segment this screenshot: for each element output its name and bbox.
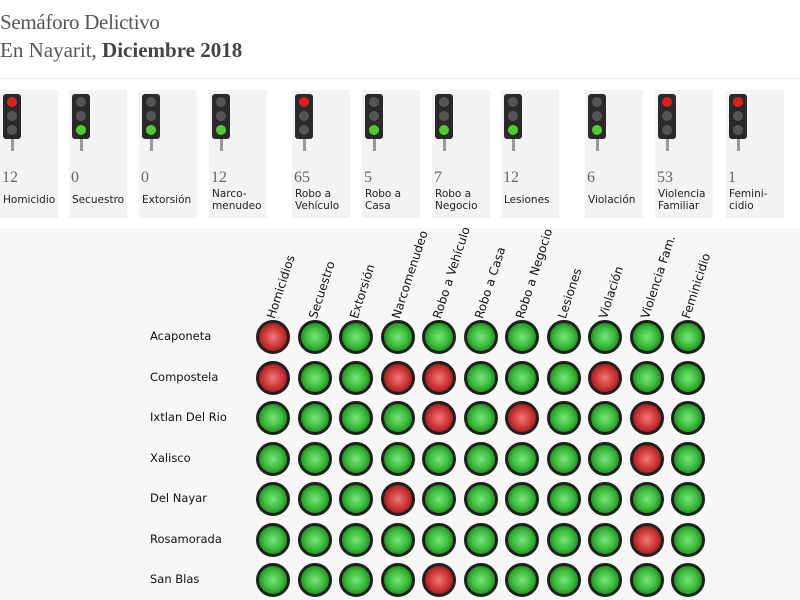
card-label: Femini- cidio	[729, 188, 768, 212]
column-header: Narcomenudeo	[388, 228, 431, 321]
green-status-light	[547, 482, 581, 516]
summary-card	[292, 90, 350, 218]
green-traffic-light-icon	[70, 93, 92, 151]
green-status-light	[505, 563, 539, 597]
green-status-light	[547, 442, 581, 476]
summary-card	[69, 90, 127, 218]
green-status-light	[547, 401, 581, 435]
green-status-light	[505, 320, 539, 354]
red-status-light	[630, 523, 664, 557]
green-status-light	[381, 523, 415, 557]
green-status-light	[256, 401, 290, 435]
green-traffic-light-icon	[210, 93, 232, 151]
summary-card	[362, 90, 420, 218]
card-count: 12	[211, 169, 227, 186]
card-label: Secuestro	[72, 194, 125, 206]
red-status-light	[588, 361, 622, 395]
card-count: 1	[728, 169, 736, 186]
green-status-light	[298, 320, 332, 354]
municipality-label: Compostela	[150, 369, 219, 384]
red-status-light	[505, 401, 539, 435]
green-status-light	[671, 442, 705, 476]
green-status-light	[381, 563, 415, 597]
column-header: Violación	[596, 264, 627, 321]
green-status-light	[630, 563, 664, 597]
green-status-light	[505, 442, 539, 476]
green-status-light	[505, 361, 539, 395]
green-status-light	[339, 442, 373, 476]
municipality-label: Rosamorada	[150, 531, 222, 546]
green-status-light	[298, 523, 332, 557]
green-status-light	[671, 401, 705, 435]
municipality-label: Del Nayar	[150, 491, 208, 505]
green-traffic-light-icon	[586, 93, 608, 151]
page-header	[0, 8, 242, 64]
green-status-light	[339, 523, 373, 557]
summary-card	[501, 90, 559, 218]
green-status-light	[505, 523, 539, 557]
green-status-light	[588, 401, 622, 435]
red-status-light	[630, 442, 664, 476]
summary-card	[585, 90, 643, 218]
red-status-light	[381, 482, 415, 516]
municipality-label: San Blas	[150, 572, 200, 586]
green-traffic-light-icon	[140, 93, 162, 151]
card-count: 53	[657, 169, 673, 186]
green-status-light	[547, 361, 581, 395]
card-count: 12	[503, 169, 519, 186]
green-status-light	[464, 320, 498, 354]
green-status-light	[464, 563, 498, 597]
green-status-light	[298, 442, 332, 476]
header-divider	[0, 78, 800, 79]
green-status-light	[381, 401, 415, 435]
green-status-light	[422, 442, 456, 476]
card-label: Robo a Vehículo	[295, 188, 340, 212]
green-status-light	[588, 563, 622, 597]
card-count: 0	[71, 169, 79, 186]
green-status-light	[547, 320, 581, 354]
green-status-light	[422, 320, 456, 354]
column-header: Robo a Negocio	[513, 226, 556, 321]
card-count: 12	[2, 169, 18, 186]
green-status-light	[298, 482, 332, 516]
green-status-light	[547, 563, 581, 597]
red-traffic-light-icon	[1, 93, 23, 151]
card-count: 6	[587, 169, 595, 186]
green-status-light	[298, 563, 332, 597]
green-status-light	[630, 482, 664, 516]
green-status-light	[464, 442, 498, 476]
column-header: Violencia Fam.	[637, 233, 678, 321]
green-status-light	[298, 361, 332, 395]
green-status-light	[339, 320, 373, 354]
card-count: 5	[364, 169, 372, 186]
column-header: Robo a Casa	[471, 245, 508, 321]
card-label: Violencia Familiar	[658, 188, 706, 212]
red-status-light	[630, 401, 664, 435]
green-status-light	[381, 320, 415, 354]
green-status-light	[422, 482, 456, 516]
green-status-light	[464, 361, 498, 395]
card-label: Extorsión	[142, 194, 192, 206]
red-status-light	[256, 361, 290, 395]
summary-card	[432, 90, 490, 218]
green-status-light	[588, 482, 622, 516]
card-count: 65	[294, 169, 310, 186]
green-status-light	[671, 523, 705, 557]
red-status-light	[256, 320, 290, 354]
summary-card	[0, 90, 58, 218]
municipality-label: Acaponeta	[150, 329, 212, 343]
card-count: 0	[141, 169, 149, 186]
red-status-light	[381, 361, 415, 395]
subtitle-prefix: En Nayarit,	[0, 38, 103, 62]
green-status-light	[671, 563, 705, 597]
green-status-light	[422, 523, 456, 557]
green-status-light	[256, 482, 290, 516]
green-traffic-light-icon	[363, 93, 385, 151]
red-status-light	[422, 361, 456, 395]
green-status-light	[630, 320, 664, 354]
green-status-light	[588, 442, 622, 476]
green-traffic-light-icon	[502, 93, 524, 151]
red-status-light	[422, 401, 456, 435]
green-status-light	[464, 523, 498, 557]
subtitle-date: Diciembre 2018	[102, 38, 243, 62]
column-header: Extorsión	[347, 262, 378, 321]
card-label: Violación	[588, 194, 636, 206]
green-status-light	[671, 482, 705, 516]
page-title: Semáforo Delictivo	[0, 10, 160, 34]
column-header: Robo a Vehículo	[430, 225, 473, 321]
summary-card	[209, 90, 267, 218]
green-status-light	[256, 523, 290, 557]
green-status-light	[464, 482, 498, 516]
card-count: 7	[434, 169, 442, 186]
green-status-light	[381, 442, 415, 476]
card-label: Narco- menudeo	[212, 188, 262, 212]
card-label: Homicidio	[3, 194, 56, 206]
green-status-light	[256, 563, 290, 597]
green-status-light	[588, 320, 622, 354]
page-subtitle	[0, 36, 242, 64]
green-status-light	[630, 361, 664, 395]
green-status-light	[671, 320, 705, 354]
green-status-light	[671, 361, 705, 395]
green-status-light	[339, 361, 373, 395]
red-traffic-light-icon	[656, 93, 678, 151]
green-status-light	[339, 563, 373, 597]
card-label: Robo a Casa	[365, 188, 402, 212]
municipality-matrix	[0, 225, 800, 600]
red-traffic-light-icon	[293, 93, 315, 151]
green-status-light	[298, 401, 332, 435]
green-status-light	[505, 482, 539, 516]
summary-card	[655, 90, 713, 218]
card-label: Lesiones	[504, 194, 550, 206]
green-status-light	[588, 523, 622, 557]
municipality-label: Ixtlan Del Rio	[150, 410, 227, 424]
column-header: Homicidios	[264, 253, 298, 321]
municipality-label: Xalisco	[150, 450, 191, 465]
red-status-light	[422, 563, 456, 597]
column-header: Feminicidio	[679, 251, 714, 321]
green-status-light	[547, 523, 581, 557]
column-header: Secuestro	[305, 259, 338, 321]
green-status-light	[339, 401, 373, 435]
green-status-light	[256, 442, 290, 476]
green-status-light	[339, 482, 373, 516]
summary-card	[726, 90, 784, 218]
column-header: Lesiones	[554, 266, 584, 321]
summary-card	[139, 90, 197, 218]
green-status-light	[464, 401, 498, 435]
card-label: Robo a Negocio	[435, 188, 478, 212]
red-traffic-light-icon	[727, 93, 749, 151]
green-traffic-light-icon	[433, 93, 455, 151]
